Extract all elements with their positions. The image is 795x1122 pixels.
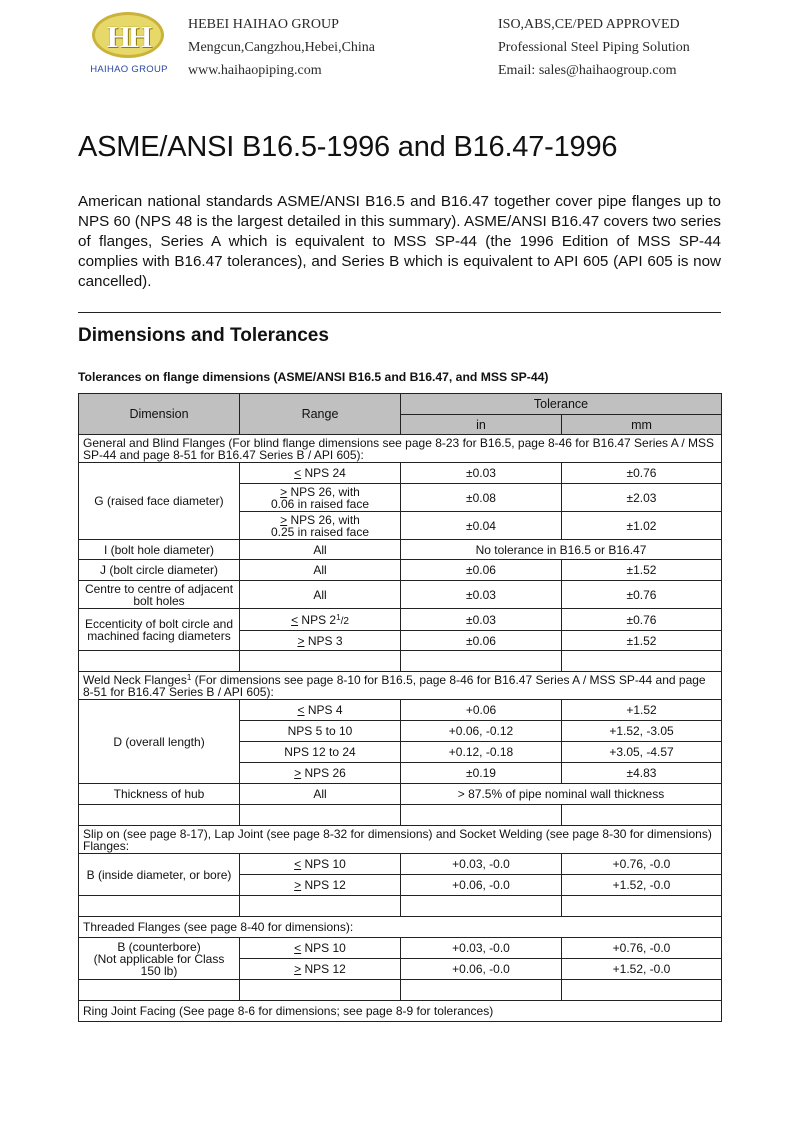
range-cell <box>240 512 401 540</box>
tol-in: +0.03, -0.0 <box>401 938 562 959</box>
header-company-info <box>188 13 375 82</box>
range-cell: All <box>240 581 401 609</box>
range-symbol: < <box>294 857 302 871</box>
tol-mm: +1.52, -3.05 <box>562 721 722 742</box>
range-symbol: < <box>291 612 299 627</box>
header-tolerance: Tolerance <box>401 394 722 415</box>
range-fraction <box>336 613 349 627</box>
section-heading: Dimensions and Tolerances <box>78 325 329 346</box>
blank-cell <box>562 805 722 826</box>
section-row <box>79 672 722 700</box>
range-text: NPS 3 <box>304 633 343 648</box>
tol-mm: ±1.02 <box>562 512 722 540</box>
section-weld-title: Weld Neck Flanges <box>83 673 187 687</box>
range-text: NPS 26 <box>301 766 346 780</box>
range-cell <box>240 463 401 484</box>
range-text: NPS 26, with <box>287 484 360 499</box>
company-logo <box>88 12 170 78</box>
range-symbol: > <box>280 484 288 499</box>
range-cell <box>240 938 401 959</box>
tagline: Professional Steel Piping Solution <box>498 40 690 55</box>
range-text: NPS 2 <box>298 612 337 627</box>
blank-cell <box>79 651 240 672</box>
range-text: NPS 10 <box>301 857 346 871</box>
intro-paragraph: American national standards ASME/ANSI B16.5 and B16.47 together cover pipe flanges up to NPS 60 (NPS 48 is the largest detailed in this summary). ASME/ANSI B16.47 covers two series of flanges, Series A which is equivalent to MSS SP-44 (the 1996 Edition of MSS SP-44 complies with B16.47 tolerances), and Series B which is equivalent to API 605 (API 605 is now cancelled). <box>78 193 721 290</box>
tol-mm: +1.52, -0.0 <box>562 959 722 980</box>
tol-mm: ±1.52 <box>562 560 722 581</box>
range-cell <box>240 763 401 784</box>
tol-in: ±0.06 <box>401 631 562 651</box>
footnote-marker: 1 <box>186 673 192 682</box>
tol-in: ±0.03 <box>401 609 562 631</box>
range-symbol: < <box>294 466 302 480</box>
range-text: NPS 12 <box>301 962 346 976</box>
tol-mm: ±0.76 <box>562 463 722 484</box>
tol-mm: +0.76, -0.0 <box>562 938 722 959</box>
logo-badge <box>92 12 164 58</box>
tol-mm: +1.52 <box>562 700 722 721</box>
section-general: General and Blind Flanges (For blind flange dimensions see page 8-23 for B16.5, page 8-46 for B16.47 Series A / MSS SP-44 and page 8-51 for B16.47 Series B / API 605): <box>79 435 722 463</box>
section-slip-on: Slip on (see page 8-17), Lap Joint (see page 8-32 for dimensions) and Socket Welding (see page 8-30 for dimensions) Flanges: <box>79 826 722 854</box>
range-cell <box>240 959 401 980</box>
blank-cell <box>240 980 401 1001</box>
blank-cell <box>240 896 401 917</box>
tol-in: +0.06, -0.0 <box>401 875 562 896</box>
header-mm: mm <box>562 415 722 435</box>
section-row <box>79 826 722 854</box>
tol-in: ±0.04 <box>401 512 562 540</box>
blank-row <box>79 980 722 1001</box>
range-symbol: > <box>294 962 302 976</box>
blank-cell <box>562 651 722 672</box>
tol-merged: No tolerance in B16.5 or B16.47 <box>401 540 722 560</box>
range-text-line2: 0.25 in raised face <box>270 524 370 539</box>
blank-cell <box>562 896 722 917</box>
dimension-d: D (overall length) <box>79 700 240 784</box>
tol-mm: +0.76, -0.0 <box>562 854 722 875</box>
logo-mark: HH <box>106 19 150 54</box>
range-text-line2: 0.06 in raised face <box>270 496 370 511</box>
header-in: in <box>401 415 562 435</box>
tol-in: +0.03, -0.0 <box>401 854 562 875</box>
tol-mm: ±2.03 <box>562 484 722 512</box>
dimension-g: G (raised face diameter) <box>79 463 240 540</box>
fraction-denominator: /2 <box>340 615 349 627</box>
tol-merged: > 87.5% of pipe nominal wall thickness <box>401 784 722 805</box>
table-header-row <box>79 394 722 415</box>
blank-cell <box>401 896 562 917</box>
dimension-hub: Thickness of hub <box>79 784 240 805</box>
company-name: HEBEI HAIHAO GROUP <box>188 17 339 32</box>
tol-in: +0.06, -0.12 <box>401 721 562 742</box>
logo-text: HAIHAO GROUP <box>90 64 168 75</box>
header-contact-info <box>498 13 690 82</box>
blank-cell <box>79 805 240 826</box>
blank-cell <box>79 896 240 917</box>
blank-cell <box>240 805 401 826</box>
dimension-b-bore: B (inside diameter, or bore) <box>79 854 240 896</box>
table-caption: Tolerances on flange dimensions (ASME/ANSI B16.5 and B16.47, and MSS SP-44) <box>78 370 549 384</box>
table-row <box>79 609 722 631</box>
company-address: Mengcun,Cangzhou,Hebei,China <box>188 40 376 55</box>
range-symbol: < <box>297 703 305 717</box>
page-title: ASME/ANSI B16.5-1996 and B16.47-1996 <box>78 131 618 163</box>
table-row <box>79 854 722 875</box>
blank-cell <box>401 651 562 672</box>
tol-mm: ±0.76 <box>562 609 722 631</box>
company-website[interactable]: www.haihaopiping.com <box>188 63 322 78</box>
table-row <box>79 700 722 721</box>
approvals: ISO,ABS,CE/PED APPROVED <box>498 17 680 32</box>
section-row <box>79 435 722 463</box>
blank-cell <box>401 980 562 1001</box>
table-row <box>79 938 722 959</box>
range-cell: NPS 12 to 24 <box>240 742 401 763</box>
tol-mm: ±1.52 <box>562 631 722 651</box>
range-cell <box>240 631 401 651</box>
tol-in: +0.12, -0.18 <box>401 742 562 763</box>
range-cell <box>240 484 401 512</box>
dimension-eccentricity: Eccenticity of bolt circle and machined facing diameters <box>79 609 240 651</box>
tol-in: +0.06 <box>401 700 562 721</box>
range-cell <box>240 609 401 631</box>
dimension-i: I (bolt hole diameter) <box>79 540 240 560</box>
tol-mm: +3.05, -4.57 <box>562 742 722 763</box>
dimension-b-counterbore <box>79 938 240 980</box>
tol-in: ±0.03 <box>401 463 562 484</box>
range-text: NPS 24 <box>301 466 346 480</box>
tol-mm: ±4.83 <box>562 763 722 784</box>
blank-row <box>79 805 722 826</box>
table-row <box>79 540 722 560</box>
range-cell <box>240 854 401 875</box>
range-cell <box>240 700 401 721</box>
range-text: NPS 10 <box>301 941 346 955</box>
blank-cell <box>79 980 240 1001</box>
range-text: NPS 4 <box>304 703 343 717</box>
range-symbol: > <box>280 512 288 527</box>
dimension-label-line1: B (counterbore) <box>117 939 201 954</box>
range-symbol: > <box>297 633 305 648</box>
tol-in: ±0.03 <box>401 581 562 609</box>
blank-cell <box>562 980 722 1001</box>
table-row <box>79 560 722 581</box>
section-weld-neck <box>79 672 722 700</box>
section-row <box>79 1001 722 1022</box>
blank-cell <box>401 805 562 826</box>
fraction-numerator: 1 <box>336 612 341 622</box>
dimension-centre-to-centre: Centre to centre of adjacent bolt holes <box>79 581 240 609</box>
blank-row <box>79 896 722 917</box>
range-cell: All <box>240 784 401 805</box>
tol-in: ±0.06 <box>401 560 562 581</box>
tol-in: ±0.19 <box>401 763 562 784</box>
tol-in: +0.06, -0.0 <box>401 959 562 980</box>
section-row <box>79 917 722 938</box>
tolerance-table <box>78 393 722 1022</box>
header-dimension: Dimension <box>79 394 240 435</box>
section-threaded: Threaded Flanges (see page 8-40 for dimensions): <box>79 917 722 938</box>
blank-cell <box>240 651 401 672</box>
company-email[interactable]: Email: sales@haihaogroup.com <box>498 63 677 78</box>
header-range: Range <box>240 394 401 435</box>
tol-in: ±0.08 <box>401 484 562 512</box>
blank-row <box>79 651 722 672</box>
range-cell: All <box>240 560 401 581</box>
section-divider <box>78 312 721 313</box>
dimension-label-line2: (Not applicable for Class 150 lb) <box>93 951 225 978</box>
range-cell: NPS 5 to 10 <box>240 721 401 742</box>
range-symbol: > <box>294 766 302 780</box>
tol-mm: +1.52, -0.0 <box>562 875 722 896</box>
section-weld-text: (For dimensions see page 8-10 for B16.5, page 8-46 for B16.47 Series A / MSS SP-44 and page 8-51 for B16.47 Series B / API 605): <box>83 673 706 699</box>
range-cell <box>240 875 401 896</box>
tol-mm: ±0.76 <box>562 581 722 609</box>
range-symbol: < <box>294 941 302 955</box>
table-row <box>79 463 722 484</box>
dimension-j: J (bolt circle diameter) <box>79 560 240 581</box>
range-symbol: > <box>294 878 302 892</box>
range-text: NPS 12 <box>301 878 346 892</box>
range-cell: All <box>240 540 401 560</box>
range-text: NPS 26, with <box>287 512 360 527</box>
section-ring-joint: Ring Joint Facing (See page 8-6 for dimensions; see page 8-9 for tolerances) <box>79 1001 722 1022</box>
table-row <box>79 784 722 805</box>
table-row <box>79 581 722 609</box>
